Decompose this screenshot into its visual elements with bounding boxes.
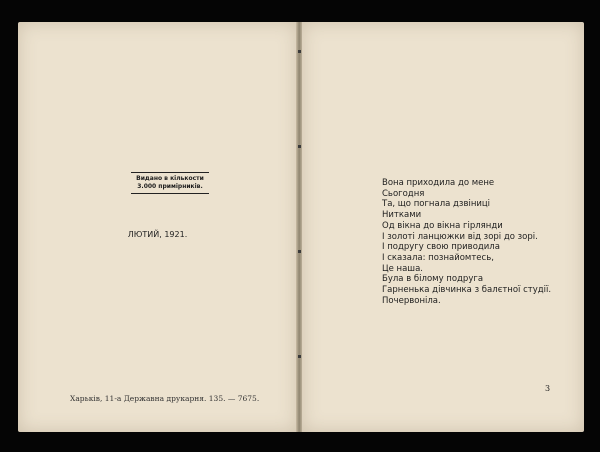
page-number: 3 — [545, 384, 551, 393]
poem-line: Вона приходила до мене — [382, 178, 495, 188]
binding-stitch — [298, 355, 301, 358]
poem-line: Була в білому подруга — [382, 274, 484, 285]
poem-line: Сьогодня — [382, 188, 425, 199]
right-page — [302, 22, 584, 432]
poem-line: І сказала: познайомтесь, — [382, 252, 494, 263]
stamp-line-1: Видано в кількости — [136, 175, 204, 182]
poem-text — [382, 178, 551, 306]
publication-date: ЛЮТИЙ, 1921. — [127, 230, 188, 239]
poem-line: Та, що погнала дзвіниці — [382, 199, 491, 210]
printer-imprint: Харьків, 11-а Державна друкарня. 135. — 7675. — [70, 394, 260, 403]
print-run-stamp — [131, 172, 209, 194]
poem-line: І подругу свою приводила — [382, 242, 500, 253]
poem-line: І золоті ланцюжки від зорі до зорі. — [382, 231, 538, 242]
left-page — [18, 22, 297, 432]
poem-line: Почервоніла. — [382, 295, 441, 306]
poem-line: Це наша. — [382, 263, 423, 274]
binding-stitch — [298, 250, 301, 253]
poem-line: Гарненька дівчинка з балєтної студії. — [382, 285, 552, 296]
binding-stitch — [298, 50, 301, 53]
poem-line: Од вікна до вікна гірлянди — [382, 220, 503, 231]
binding-stitch — [298, 145, 301, 148]
poem-line: Нитками — [382, 210, 422, 221]
stamp-line-2: 3.000 примірників. — [137, 183, 203, 190]
